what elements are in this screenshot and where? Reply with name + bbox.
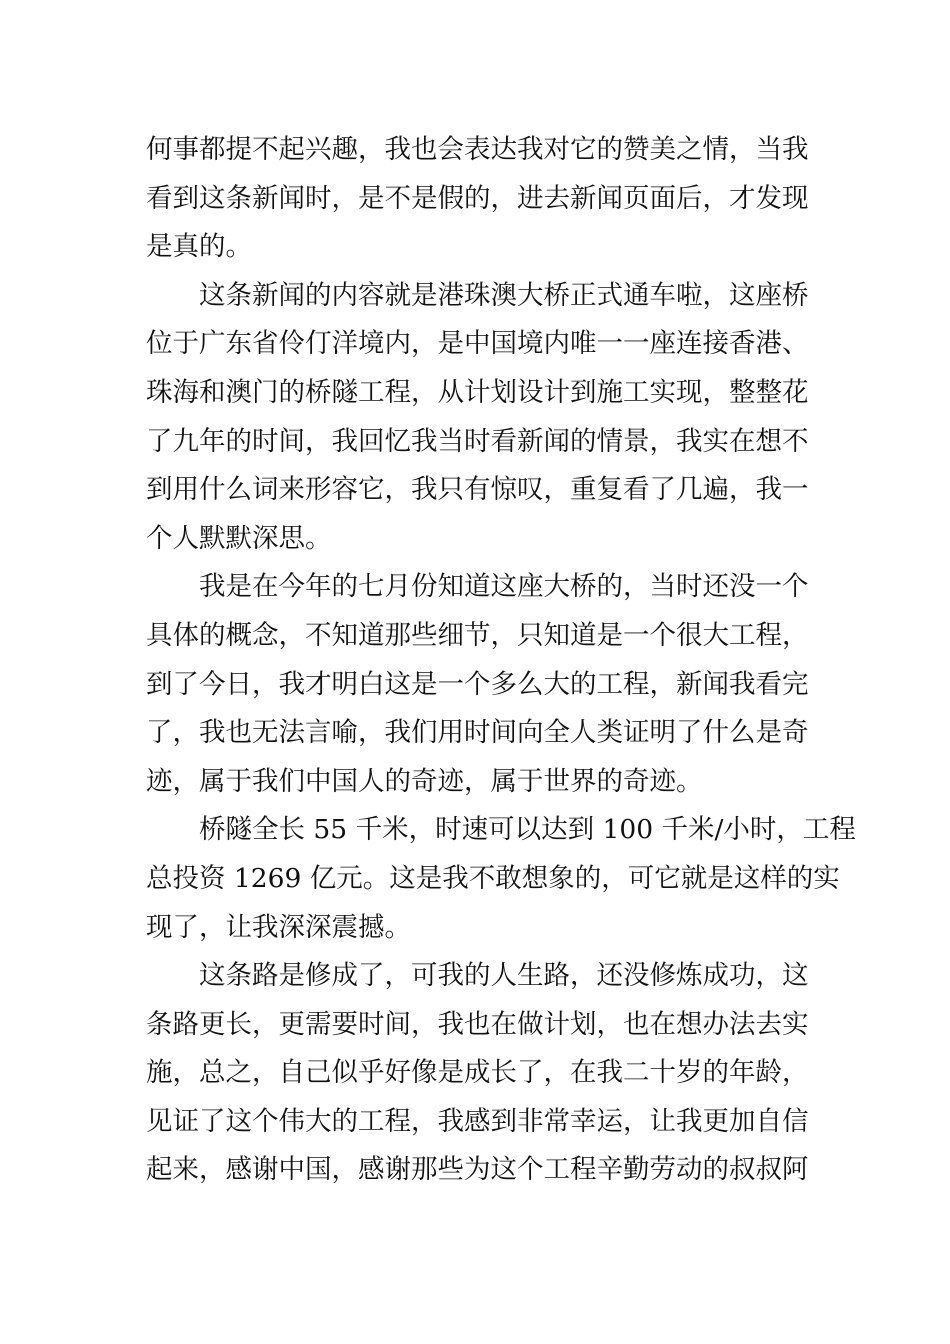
paragraph-4 xyxy=(146,806,856,952)
text-line: 总投资 1269 亿元。这是我不敢想象的，可它就是这样的实 xyxy=(146,862,840,894)
text-line: 看到这条新闻时，是不是假的，进去新闻页面后，才发现 xyxy=(146,182,809,214)
text-line: 珠海和澳门的桥隧工程，从计划设计到施工实现，整整花 xyxy=(146,376,809,408)
text-line: 了，我也无法言喻，我们用时间向全人类证明了什么是奇 xyxy=(146,717,809,749)
paragraph-5 xyxy=(146,952,809,1195)
text-line: 是真的。 xyxy=(146,231,252,263)
text-line: 到用什么词来形容它，我只有惊叹，重复看了几遍，我一 xyxy=(146,474,809,506)
document-body xyxy=(146,126,856,1195)
text-line: 桥隧全长 55 千米，时速可以达到 100 千米/小时，工程 xyxy=(199,814,856,846)
text-line: 施，总之，自己似乎好像是成长了，在我二十岁的年龄， xyxy=(146,1057,809,1089)
text-line: 个人默默深思。 xyxy=(146,522,332,554)
text-line: 迹，属于我们中国人的奇迹，属于世界的奇迹。 xyxy=(146,765,703,797)
text-line: 见证了这个伟大的工程，我感到非常幸运，让我更加自信 xyxy=(146,1105,809,1137)
paragraph-2 xyxy=(146,272,809,564)
text-line: 现了，让我深深震撼。 xyxy=(146,911,411,943)
paragraph-3 xyxy=(146,563,809,806)
text-line: 起来，感谢中国，感谢那些为这个工程辛勤劳动的叔叔阿 xyxy=(146,1154,809,1186)
paragraph-1 xyxy=(146,126,809,272)
text-line: 这条新闻的内容就是港珠澳大桥正式通车啦，这座桥 xyxy=(199,279,809,311)
text-line: 位于广东省伶仃洋境内，是中国境内唯一一座连接香港、 xyxy=(146,328,809,360)
text-line: 条路更长，更需要时间，我也在做计划，也在想办法去实 xyxy=(146,1008,809,1040)
text-line: 何事都提不起兴趣，我也会表达我对它的赞美之情，当我 xyxy=(146,134,809,165)
text-line: 我是在今年的七月份知道这座大桥的，当时还没一个 xyxy=(199,571,809,603)
text-line: 了九年的时间，我回忆我当时看新闻的情景，我实在想不 xyxy=(146,425,809,457)
text-line: 到了今日，我才明白这是一个多么大的工程，新闻我看完 xyxy=(146,668,809,700)
text-line: 这条路是修成了，可我的人生路，还没修炼成功，这 xyxy=(199,960,809,992)
text-line: 具体的概念，不知道那些细节，只知道是一个很大工程， xyxy=(146,619,809,651)
